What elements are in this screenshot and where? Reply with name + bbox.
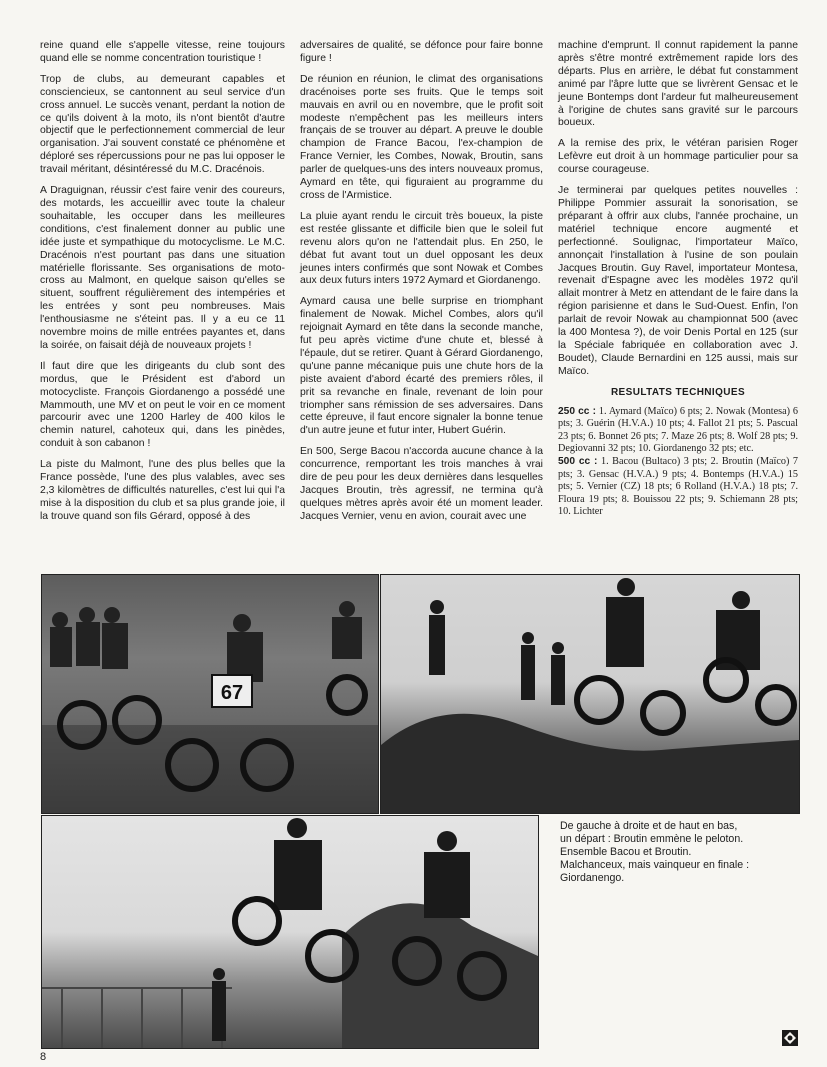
article-column-2: [300, 40, 543, 524]
photo-bacou-broutin: [380, 574, 800, 814]
results-250cc-label: 250 cc :: [558, 405, 597, 417]
race-number-plate: 67: [220, 682, 244, 704]
caption-line: un départ : Broutin emmène le peloton.: [560, 833, 744, 845]
caption-line: Malchanceux, mais vainqueur en finale : Giordanengo.: [560, 859, 750, 884]
photo-race-start: [41, 574, 379, 814]
paragraph: A Draguignan, réussir c'est faire venir des coureurs, des motards, les accueillir avec toute la chaleur souhaitable, les occuper dans les meilleures conditions, c'est finalement donner au public une idée juste et sympathique du motocyclisme. Le M.C. Dracénois n'est pourtant pas dans une situation matérielle florissante. Ses organisations de moto-cross au Malmont, en quelque saison qu'elles se situent, souffrent régulièrement des intempéries et les entrées y sont peu nombreuses. Mais l'enthousiasme ne s'éteint pas. Il y a eu ce 11 novembre moins de mille entrées payantes et, dans la soirée, on faisait déjà de nouveaux projets !: [40, 185, 285, 351]
end-mark-icon: [782, 1030, 798, 1046]
photo-caption: [560, 820, 800, 885]
page-number: 8: [40, 1051, 47, 1063]
results-500cc-text: 1. Bacou (Bultaco) 3 pts; 2. Broutin (Maïco) 7 pts; 3. Gensac (H.V.A.) 9 pts; 4. Bontemps (H.V.A.) 15 pts; 5. Vernier (CZ) 18 pts; 6 Rolland (H.V.A.) 18 pts; 7. Floura 19 pts; 8. Bouissou 22 pts; 9. Schiemann 28 pts; 10. Lichter: [558, 455, 799, 518]
paragraph: La pluie ayant rendu le circuit très boueux, la piste est restée glissante et difficile bien que le soleil fut revenu alors qu'on ne l'attendait plus. En 250, le débat fut avant tout un duel opposant les deux jeunes inters confirmés que sont Nowak et Combes aux deux futurs inters 1972 Aymard et Giordanengo.: [300, 210, 543, 287]
paragraph: adversaires de qualité, se défonce pour faire bonne figure !: [300, 40, 543, 64]
paragraph: Aymard causa une belle surprise en triomphant finalement de Nowak. Michel Combes, alors qu'il rejoignait Aymard en tête dans la seconde manche, fut peu après victime d'une chute et, blessé à l'épaule, dut se retirer. Quant à Gérard Giordanengo, qu'une panne mécanique puis une chute hors de la piste avaient d'abord écarté des premiers rôles, il prit sa revanche en finale, revenant de loin pour triompher sans rémission de ses adversaires. Dans cette épreuve, il faut encore signaler la bonne tenue d'un autre jeune et futur inter, Hubert Guérin.: [300, 296, 543, 437]
caption-line: Ensemble Bacou et Broutin.: [560, 846, 692, 858]
photo-giordanengo: [41, 815, 539, 1049]
article-column-1: [40, 40, 285, 524]
paragraph: Il faut dire que les dirigeants du club sont des mordus, que le Président est d'abord un motocycliste. François Giordanengo a possédé une Mammouth, une MV et on peut le voir en ce moment parcourir avec une 1200 Harley de 400 kilos le chemin naturel, cahoteux qui, dans les pinèdes, conduit à son cabanon !: [40, 360, 285, 450]
paragraph: En 500, Serge Bacou n'accorda aucune chance à la concurrence, remportant les trois manches à vrai dire de peu pour les deux dernières dans lesquelles Jacques Broutin, très agressif, ne termina qu'à quelques mètres après avoir été un moment leader. Jacques Vernier, venu en avion, courait avec une: [300, 446, 543, 522]
caption-line: De gauche à droite et de haut en bas,: [560, 820, 738, 832]
article-column-3: [558, 40, 798, 519]
paragraph: La piste du Malmont, l'une des plus belles que la France possède, l'une des plus valables, avec ses 2,3 kilomètres de difficultés naturelles, c'est lui qui l'a mise à la disposition du club et sa plus grande joie, il la trouve quand son fils Gérard, opposé à des: [40, 459, 285, 522]
results-250cc: [558, 406, 798, 456]
paragraph: De réunion en réunion, le climat des organisations dracénoises porte ses fruits. Que le temps soit mauvais en avril ou en novembre, que le profit soit modeste n'empêchent pas les meilleurs inters français de se trouver au départ. A preuve le double champion de France Bacou, l'ex-champion de France Vernier, les Combes, Nowak, Broutin, sans parler de quelques-uns des inters nouveaux promus, Aymard en tête, qui figuraient au programme du cross de l'Armistice.: [300, 73, 543, 201]
paragraph: Je terminerai par quelques petites nouvelles : Philippe Pommier assurait la sonorisation, se préparant à offrir aux clubs, l'année prochaine, un matériel technique encore augmenté et perfectionné. Soulignac, l'importateur Maïco, annonçait l'installation à l'usine de son poulain Jacques Broutin. Guy Ravel, importateur Montesa, revenait d'Espagne avec les modèles 1972 qu'il allait montrer à Metz en attendant de le faire dans la région parisienne et dans le Sud-Ouest. Enfin, l'on parlait de revoir Nowak au championnat 500 (avec la 400 Montesa ?), de voir Denis Portal en 125 (sur la Spéciale fabriquée en collaboration avec J. Boudet), Claude Bernardini en 125 aussi, mais sur Maïco.: [558, 185, 798, 377]
results-heading: RESULTATS TECHNIQUES: [610, 386, 746, 398]
results-500cc-label: 500 cc :: [558, 455, 598, 467]
paragraph: Trop de clubs, au demeurant capables et consciencieux, se cantonnent au seul service d'un cross annuel. Le succès venant, perdant la notion de ce qu'ils doivent à la moto, ils n'ont bientôt d'autre objectif que le perfectionnement commercial de leur organisation. J'ai souvent constaté ce phénomène et déploré ses répercussions pour ne pas lui opposer le travail méritant, désintéressé du M.C. Dracénois.: [40, 73, 285, 176]
results-250cc-text: 1. Aymard (Maïco) 6 pts; 2. Nowak (Montesa) 6 pts; 3. Guérin (H.V.A.) 10 pts; 4. Fallot 21 pts; 5. Pascual 23 pts; 6. Bonnet 26 pts; 7. Maze 26 pts; 8. Wolf 28 pts; 9. Degiovanni 32 pts; 10. Giordanengo 32 pts; etc.: [558, 405, 799, 455]
paragraph: A la remise des prix, le vétéran parisien Roger Lefèvre eut droit à un hommage particulier pour sa course courageuse.: [558, 138, 798, 176]
paragraph: reine quand elle s'appelle vitesse, reine toujours quand elle se nomme concentration touristique !: [40, 40, 285, 64]
results-500cc: [558, 456, 798, 519]
paragraph: machine d'emprunt. Il connut rapidement la panne après s'être montré extrêmement rapide lors des départs. Plus en arrière, le débat fut constamment animé par l'âpre lutte que se livrèrent Gensac et le jeune Bontemps dont l'ardeur fut malheureusement à l'origine de chutes sans gravité sur le parcours boueux.: [558, 40, 798, 129]
